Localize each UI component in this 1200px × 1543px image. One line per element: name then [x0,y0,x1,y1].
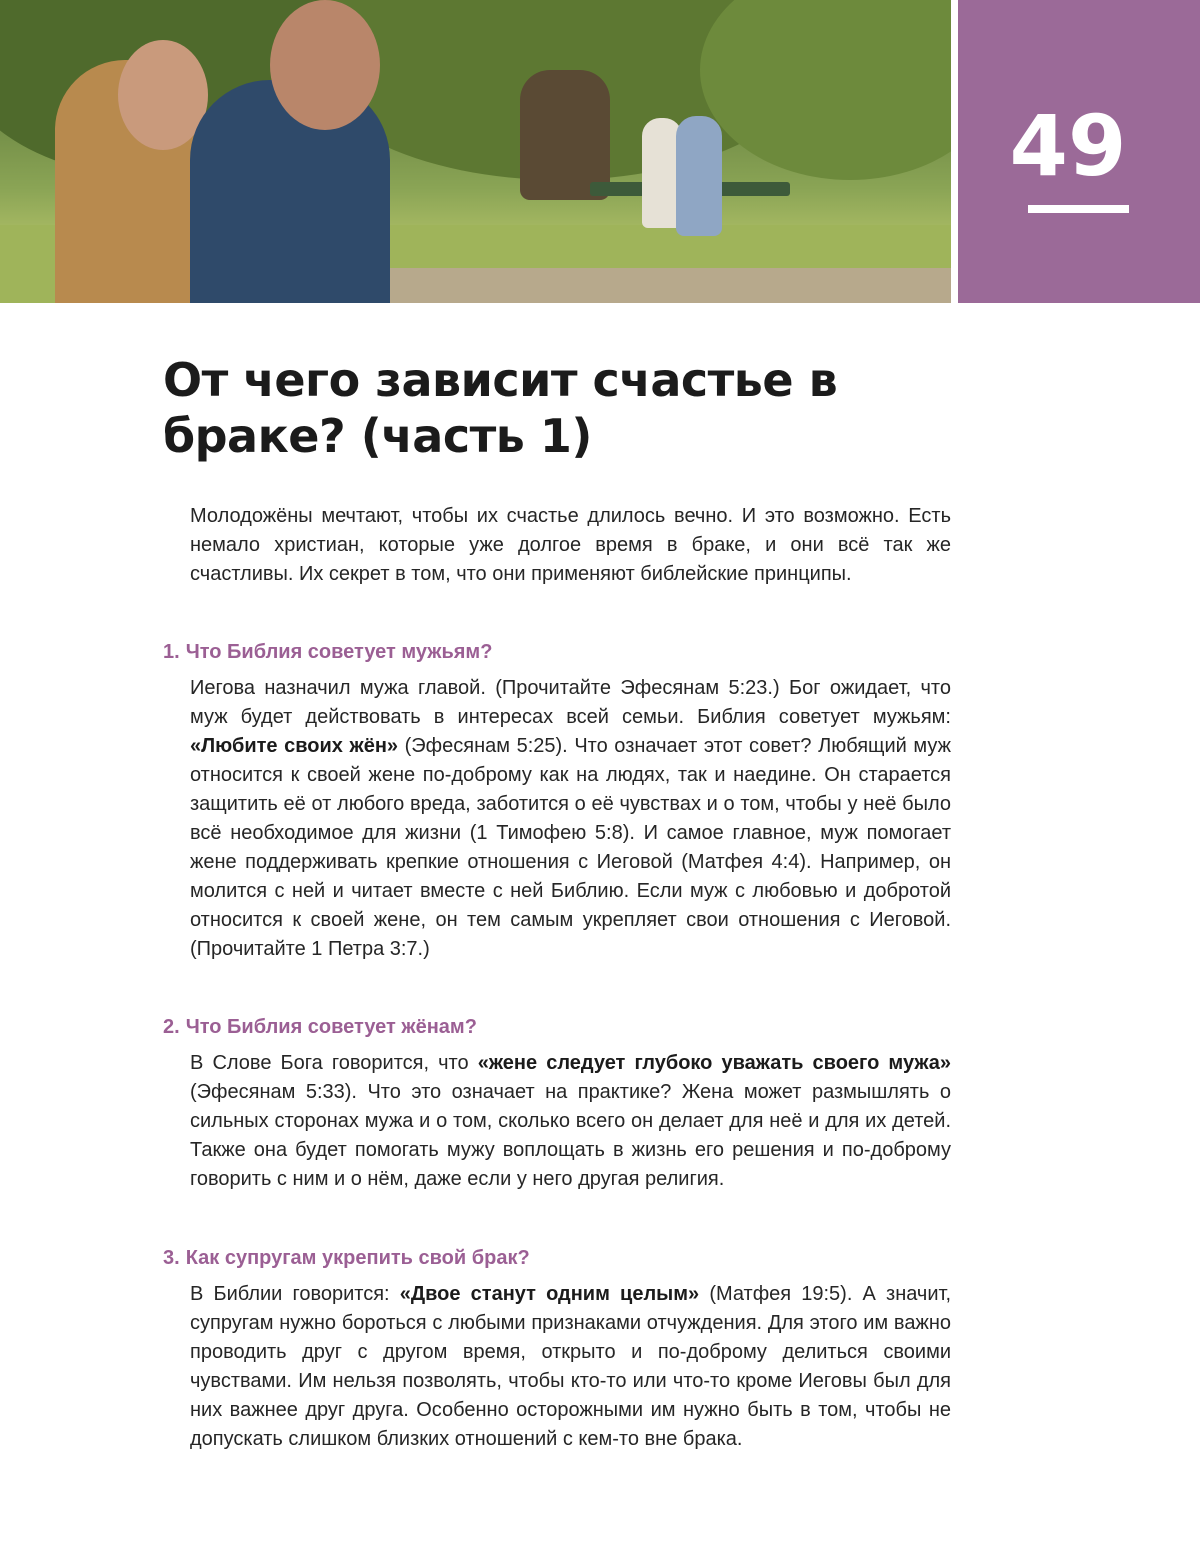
body-text: Иегова назначил мужа главой. (Прочитайте Эфесянам 5:23.) Бог ожидает, что муж будет действовать в интересах всей семьи. Библия советует мужьям: [190,677,951,728]
body-text: (Эфесянам 5:33). Что это означает на практике? Жена может размышлять о сильных сторонах мужа и о том, сколько всего он делает для неё и для их детей. Также она будет помогать мужу воплощать в жизнь его решения и по-доброму говорить с ним и о нём, даже если у него другая религия. [190,1081,951,1190]
question-text: Как супругам укрепить свой брак? [185,1247,530,1269]
section-3-paragraph [190,1280,951,1454]
chapter-number: 49 [1009,97,1127,195]
section-1-paragraph [190,674,951,964]
scripture-quote: «Любите своих жён» [190,735,399,757]
scripture-quote: «Двое станут одним целым» [399,1283,700,1305]
body-text: (Матфея 19:5). А значит, супругам нужно бороться с любыми признаками отчуждения. Для этого им важно проводить друг с другом время, открыто и по-доброму делиться своими чувствами. Им нельзя позволять, чтобы кто-то или что-то кроме Иеговы был для них важнее друг друга. Особенно осторожными им нужно быть в том, чтобы не допускать слишком близких отношений с кем-то вне брака. [190,1283,952,1450]
question-text: Что Библия советует мужьям? [185,641,493,663]
body-text: В Слове Бога говорится, что [190,1052,478,1074]
chapter-underline [1028,205,1129,213]
scripture-quote: «жене следует глубоко уважать своего мужа» [477,1052,952,1074]
section-2-paragraph [190,1049,951,1194]
chapter-badge [958,0,1200,303]
question-number: 1. [163,641,180,663]
question-2 [163,1014,923,1040]
question-3 [163,1245,923,1271]
question-number: 2. [163,1016,180,1038]
body-text: (Эфесянам 5:25). Что означает этот совет? Любящий муж относится к своей жене по-доброму как на людях, так и наедине. Он старается защитить её от любого вреда, заботится о её чувствах и о том, чтобы у неё было всё необходимое для жизни (1 Тимофею 5:8). И самое главное, муж помогает жене поддерживать крепкие отношения с Иеговой (Матфея 4:4). Например, он молится с ней и читает вместе с ней Библию. Если муж с любовью и добротой относится к своей жене, он тем самым укрепляет свои отношения с Иеговой. (Прочитайте 1 Петра 3:7.) [190,735,952,960]
question-text: Что Библия советует жёнам? [185,1016,477,1038]
hero-photo [0,0,951,303]
body-text: В Библии говорится: [190,1283,400,1305]
page-title: От чего зависит счастье в браке? (часть 1) [163,353,838,463]
question-1 [163,639,923,665]
intro-paragraph: Молодожёны мечтают, чтобы их счастье длилось вечно. И это возможно. Есть немало христиан, которые уже долгое время в браке, и они всё так же счастливы. Их секрет в том, что они применяют библейские принципы. [190,505,951,585]
question-number: 3. [163,1247,180,1269]
